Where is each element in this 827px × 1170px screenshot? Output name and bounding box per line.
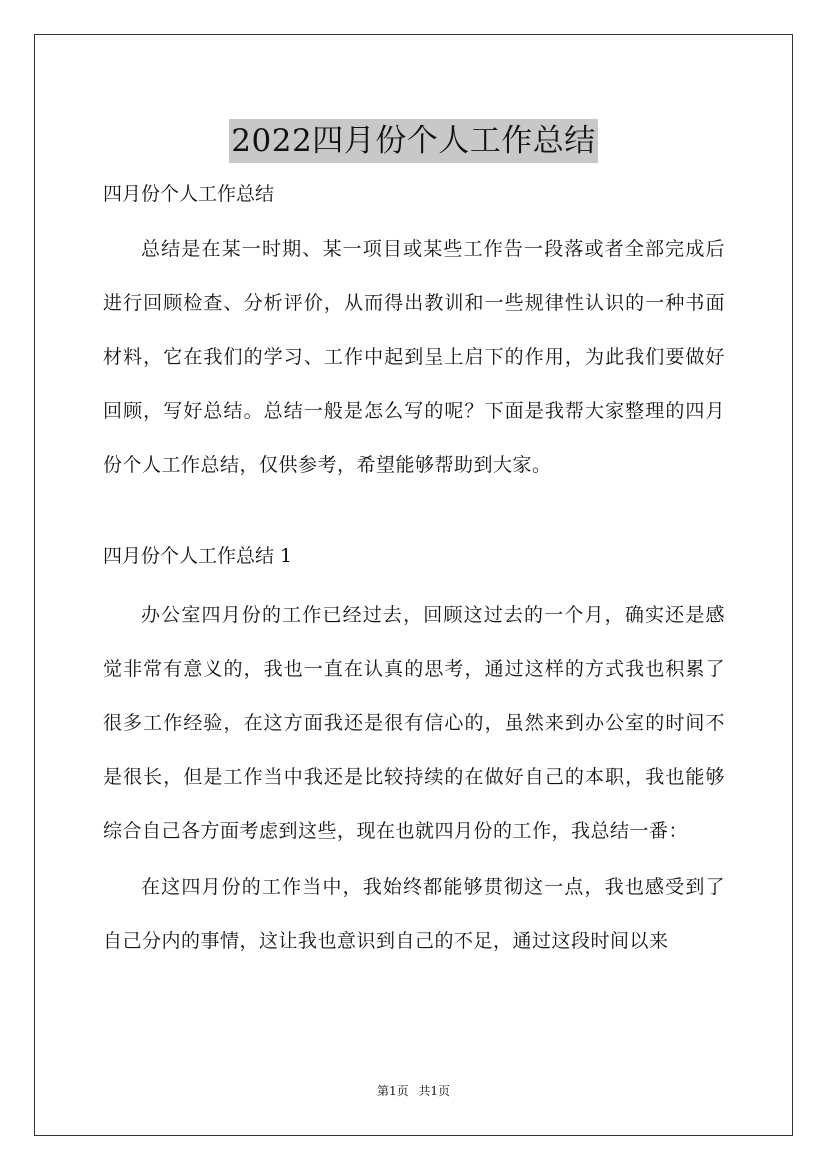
document-title: 2022四月份个人工作总结 (229, 119, 597, 163)
paragraph-2: 在这四月份的工作当中，我始终都能够贯彻这一点，我也感受到了自己分内的事情，这让我也意识到自己的不足，通过这段时间以来 (103, 876, 725, 952)
paragraph-1: 办公室四月份的工作已经过去，回顾这过去的一个月，确实还是感觉非常有意义的，我也一直在认真的思考，通过这样的方式我也积累了很多工作经验，在这方面我还是很有信心的，虽然来到办公室的时间不是很长，但是工作当中我还是比较持续的在做好自己的本职，我也能够综合自己各方面考虑到这些，现在也就四月份的工作，我总结一番： (103, 604, 725, 842)
page-total: 共1页 (418, 1084, 451, 1098)
paragraph-intro: 总结是在某一时期、某一项目或某些工作告一段落或者全部完成后进行回顾检查、分析评价，从而得出教训和一些规律性认识的一种书面材料，它在我们的学习、工作中起到呈上启下的作用，为此我们要做好回顾，写好总结。总结一般是怎么写的呢？下面是我帮大家整理的四月份个人工作总结，仅供参考，希望能够帮助到大家。 (103, 238, 725, 476)
title-container (0, 98, 827, 184)
section-heading-1: 四月份个人工作总结 1 (103, 545, 293, 567)
page-number: 第1页 (376, 1084, 409, 1098)
page-footer (0, 1082, 827, 1099)
section-heading-intro: 四月份个人工作总结 (103, 183, 275, 205)
document-body (103, 172, 725, 968)
